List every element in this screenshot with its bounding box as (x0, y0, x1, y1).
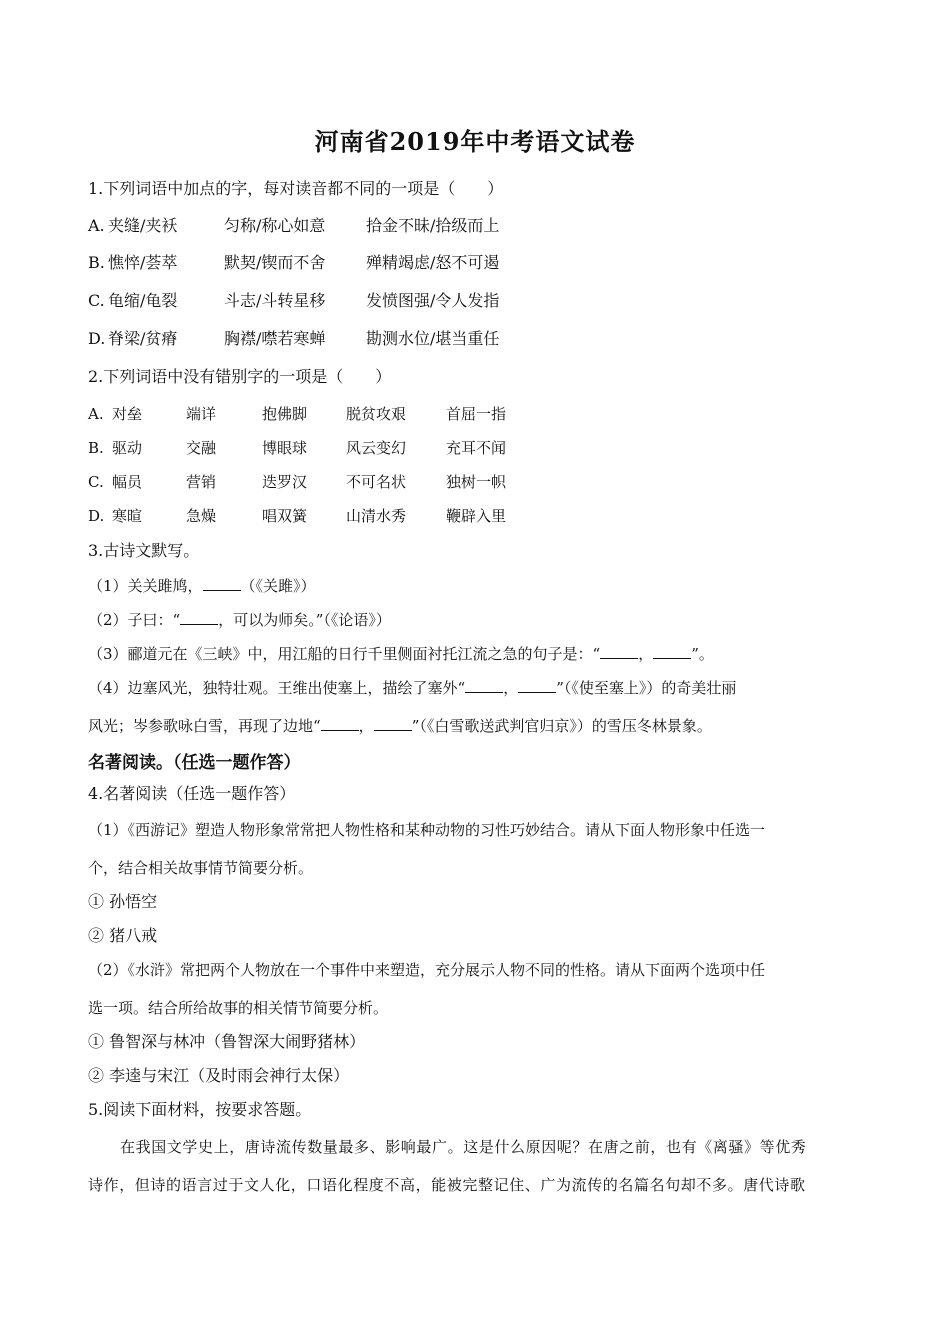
option-word-2: 默契/锲而不舍 (224, 253, 326, 272)
option-word-2: 交融 (186, 439, 217, 457)
option-word-3: 勘测水位/堪当重任 (366, 329, 500, 348)
option-word-2: 胸襟/噤若寒蝉 (224, 329, 326, 348)
q4-part2-line1: （2）《水浒》常把两个人物放在一个事件中来塑造，充分展示人物不同的性格。请从下面两个选项中任 (88, 961, 766, 979)
answer-blank[interactable] (600, 644, 638, 659)
option-word-4: 不可名状 (346, 473, 407, 491)
option-word-2: 端详 (186, 405, 217, 423)
answer-blank[interactable] (518, 678, 556, 693)
option-label: B. (88, 253, 105, 272)
option-word-5: 首屈一指 (446, 405, 507, 423)
option-word-3: 唱双簧 (262, 507, 308, 525)
q4-part1-line2: 个，结合相关故事情节简要分析。 (88, 859, 314, 877)
option-word-3: 殚精竭虑/怒不可遏 (366, 253, 500, 272)
option-label: C. (88, 473, 104, 491)
option-word-1: 幅员 (112, 473, 143, 491)
option-label: D. (88, 507, 105, 525)
option-label: B. (88, 439, 104, 457)
option-word-4: 风云变幻 (346, 439, 407, 457)
answer-blank[interactable] (374, 716, 412, 731)
option-word-1: 龟缩/龟裂 (108, 291, 178, 310)
option-word-1: 对垒 (112, 405, 143, 423)
option-word-5: 充耳不闻 (446, 439, 507, 457)
option-word-4: 山清水秀 (346, 507, 407, 525)
q3-stem: 3.古诗文默写。 (88, 541, 200, 560)
section-heading: 名著阅读。（任选一题作答） (88, 753, 301, 773)
q5-stem: 5.阅读下面材料，按要求答题。 (88, 1100, 312, 1119)
option-label: D. (88, 329, 106, 348)
q3-item-1: （1）关关雎鸠， （《关雎》） (88, 577, 316, 595)
option-word-1: 驱动 (112, 439, 143, 457)
option-label: A. (88, 216, 105, 235)
q1-stem: 1.下列词语中加点的字，每对读音都不同的一项是（ ） (88, 179, 504, 198)
option-word-5: 独树一帜 (446, 473, 507, 491)
q4-option-2: ② 猪八戒 (88, 926, 158, 945)
option-word-1: 夹缝/夹袄 (108, 216, 178, 235)
answer-blank[interactable] (653, 644, 691, 659)
option-word-3: 抱佛脚 (262, 405, 308, 423)
option-label: A. (88, 405, 104, 423)
option-word-1: 寒暄 (112, 507, 143, 525)
option-word-4: 脱贫攻艰 (346, 405, 407, 423)
q4-part1-line1: （1）《西游记》塑造人物形象常常把人物性格和某种动物的习性巧妙结合。请从下面人物形象中任选一 (88, 821, 766, 839)
option-label: C. (88, 291, 105, 310)
answer-blank[interactable] (203, 576, 241, 591)
q4-option-4: ② 李逵与宋江（及时雨会神行太保） (88, 1066, 350, 1085)
q3-item-3: （3）郦道元在《三峡》中，用江船的日行千里侧面衬托江流之急的句子是：“ ， ”。 (88, 645, 714, 663)
option-word-3: 迭罗汉 (262, 473, 308, 491)
option-word-2: 匀称/称心如意 (224, 216, 326, 235)
q5-passage-line2: 诗作，但诗的语言过于文人化，口语化程度不高，能被完整记住、广为流传的名篇名句却不多。唐代诗歌 (88, 1176, 806, 1194)
q2-stem: 2.下列词语中没有错别字的一项是（ ） (88, 367, 392, 386)
option-word-1: 脊梁/贫瘠 (108, 329, 178, 348)
option-word-2: 斗志/斗转星移 (224, 291, 326, 310)
q3-item-4-cont: 风光；岑参歌咏白雪，再现了边地“ ， ”（《白雪歌送武判官归京》）的雪压冬林景象。 (88, 717, 712, 735)
q3-item-2: （2）子曰：“ ，可以为师矣。”（《论语》） (88, 611, 391, 629)
answer-blank[interactable] (180, 610, 218, 625)
option-word-3: 拾金不昧/拾级而上 (366, 216, 500, 235)
option-word-5: 鞭辟入里 (446, 507, 507, 525)
q5-passage-line1: 在我国文学史上，唐诗流传数量最多、影响最广。这是什么原因呢？在唐之前，也有《离骚》等优秀 (120, 1138, 807, 1156)
answer-blank[interactable] (465, 678, 503, 693)
option-word-1: 憔悴/荟萃 (108, 253, 178, 272)
q4-part2-line2: 选一项。结合所给故事的相关情节简要分析。 (88, 999, 389, 1017)
option-word-2: 营销 (186, 473, 217, 491)
q3-item-4: （4）边塞风光，独特壮观。王维出使塞上，描绘了塞外“ ， ”（《使至塞上》）的奇美壮丽 (88, 679, 737, 697)
option-word-3: 博眼球 (262, 439, 308, 457)
q4-option-3: ① 鲁智深与林冲（鲁智深大闹野猪林） (88, 1032, 366, 1051)
q4-stem: 4.名著阅读（任选一题作答） (88, 784, 296, 803)
answer-blank[interactable] (321, 716, 359, 731)
option-word-3: 发愤图强/令人发指 (366, 291, 500, 310)
page-title: 河南省2019年中考语文试卷 (314, 127, 636, 156)
q4-option-1: ① 孙悟空 (88, 892, 158, 911)
option-word-2: 急燥 (186, 507, 217, 525)
